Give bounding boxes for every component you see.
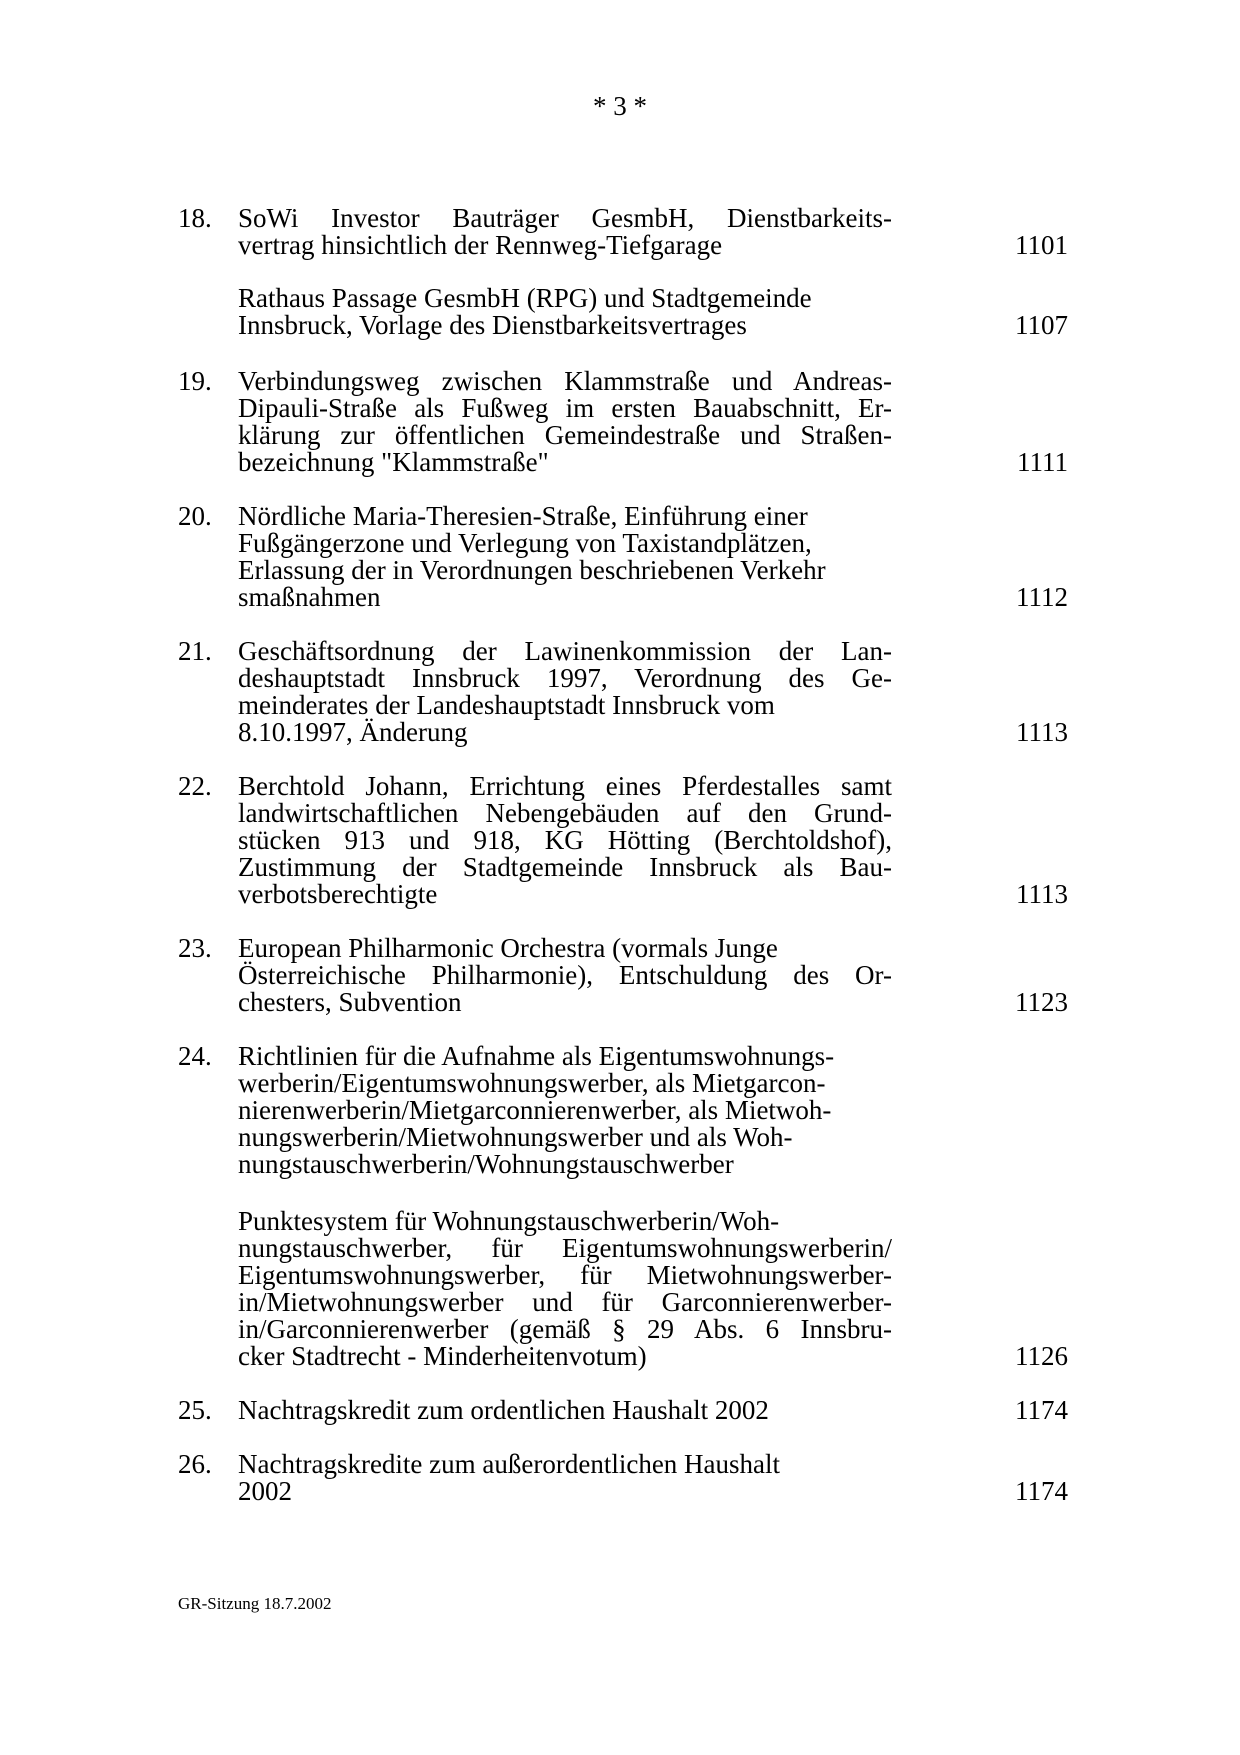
toc-entry-title-line: meinderates der Landeshauptstadt Innsbruck vom	[238, 690, 775, 720]
toc-entry-page-number: 1123	[1015, 987, 1068, 1017]
toc-entry-title-line: 8.10.1997, Änderung	[238, 717, 468, 747]
toc-entry-title-line: bezeichnung "Klammstraße"	[238, 447, 549, 477]
toc-entry-title-line: Nachtragskredite zum außerordentlichen Haushalt	[238, 1449, 781, 1479]
toc-entry-title-line: 2002	[238, 1476, 292, 1506]
toc-entry-number: 24.	[178, 1041, 212, 1071]
toc-entry-title-line: Erlassung der in Verordnungen beschriebenen Verkehr	[238, 555, 826, 585]
toc-entry-title-line: klärung zur öffentlichen Gemeindestraße und Straßen-	[238, 420, 892, 450]
toc-entry-title-line: SoWi Investor Bauträger GesmbH, Dienstbarkeits-	[238, 203, 892, 233]
toc-entry-title-line: nungswerberin/Mietwohnungswerber und als Woh-	[238, 1122, 793, 1152]
toc-entry-page-number: 1112	[1016, 582, 1068, 612]
toc-entry-number: 23.	[178, 933, 212, 963]
toc-entry-title-line: vertrag hinsichtlich der Rennweg-Tiefgarage	[238, 230, 723, 260]
toc-entry-title-line: smaßnahmen	[238, 582, 381, 612]
toc-entry-title-line: Innsbruck, Vorlage des Dienstbarkeitsvertrages	[238, 310, 747, 340]
toc-entry-title-line: Berchtold Johann, Errichtung eines Pferdestalles samt	[238, 771, 892, 801]
toc-entry-title-line: Nachtragskredit zum ordentlichen Haushalt 2002	[238, 1395, 769, 1425]
toc-entry-title-line: nungstauschwerber, für Eigentumswohnungswerberin/	[238, 1233, 892, 1263]
toc-entry-page-number: 1174	[1015, 1476, 1068, 1506]
toc-entry-page-number: 1101	[1015, 230, 1068, 260]
toc-entry-number: 19.	[178, 366, 212, 396]
toc-entry-page-number: 1107	[1015, 310, 1068, 340]
toc-entry-number: 22.	[178, 771, 212, 801]
toc-entry-title-line: landwirtschaftlichen Nebengebäuden auf den Grund-	[238, 798, 892, 828]
toc-entry-title-line: Richtlinien für die Aufnahme als Eigentumswohnungs-	[238, 1041, 835, 1071]
toc-entry-title-line: nungstauschwerberin/Wohnungstauschwerber	[238, 1149, 734, 1179]
toc-entry-title-line: Eigentumswohnungswerber, für Mietwohnungswerber-	[238, 1260, 892, 1290]
toc-entry-number: 18.	[178, 203, 212, 233]
toc-entry-title-line: European Philharmonic Orchestra (vormals Junge	[238, 933, 778, 963]
toc-entry-page-number: 1111	[1017, 447, 1068, 477]
toc-entry-page-number: 1113	[1016, 717, 1068, 747]
toc-entry-title-line: Österreichische Philharmonie), Entschuldung des Or-	[238, 960, 892, 990]
toc-entry-title-line: deshauptstadt Innsbruck 1997, Verordnung des Ge-	[238, 663, 892, 693]
toc-entry-title-line: Fußgängerzone und Verlegung von Taxistandplätzen,	[238, 528, 812, 558]
toc-entry-title-line: cker Stadtrecht - Minderheitenvotum)	[238, 1341, 647, 1371]
toc-entry-page-number: 1113	[1016, 879, 1068, 909]
toc-entry-page-number: 1174	[1015, 1395, 1068, 1425]
toc-entry-title-line: Nördliche Maria-Theresien-Straße, Einführung einer	[238, 501, 808, 531]
toc-entry-title-line: Geschäftsordnung der Lawinenkommission der Lan-	[238, 636, 892, 666]
toc-entry-number: 25.	[178, 1395, 212, 1425]
toc-entry-title-line: chesters, Subvention	[238, 987, 462, 1017]
toc-entry-number: 21.	[178, 636, 212, 666]
toc-entry-title-line: Verbindungsweg zwischen Klammstraße und Andreas-	[238, 366, 892, 396]
toc-entry-title-line: in/Mietwohnungswerber und für Garconnierenwerber-	[238, 1287, 892, 1317]
toc-entry-title-line: stücken 913 und 918, KG Hötting (Berchtoldshof),	[238, 825, 892, 855]
page-number: * 3 *	[593, 91, 647, 121]
toc-entry-page-number: 1126	[1015, 1341, 1068, 1371]
toc-entry-number: 20.	[178, 501, 212, 531]
footer-session-date: GR-Sitzung 18.7.2002	[178, 1594, 332, 1613]
toc-entry-title-line: in/Garconnierenwerber (gemäß § 29 Abs. 6 Innsbru-	[238, 1314, 892, 1344]
toc-entry-title-line: nierenwerberin/Mietgarconnierenwerber, als Mietwoh-	[238, 1095, 832, 1125]
toc-entry-title-line: werberin/Eigentumswohnungswerber, als Mietgarcon-	[238, 1068, 826, 1098]
toc-entry-title-line: Rathaus Passage GesmbH (RPG) und Stadtgemeinde	[238, 283, 812, 313]
toc-entry-title-line: Punktesystem für Wohnungstauschwerberin/Woh-	[238, 1206, 780, 1236]
toc-entry-title-line: Zustimmung der Stadtgemeinde Innsbruck als Bau-	[238, 852, 892, 882]
toc-entry-number: 26.	[178, 1449, 212, 1479]
toc-entry-title-line: Dipauli-Straße als Fußweg im ersten Bauabschnitt, Er-	[238, 393, 892, 423]
toc-entry-title-line: verbotsberechtigte	[238, 879, 438, 909]
